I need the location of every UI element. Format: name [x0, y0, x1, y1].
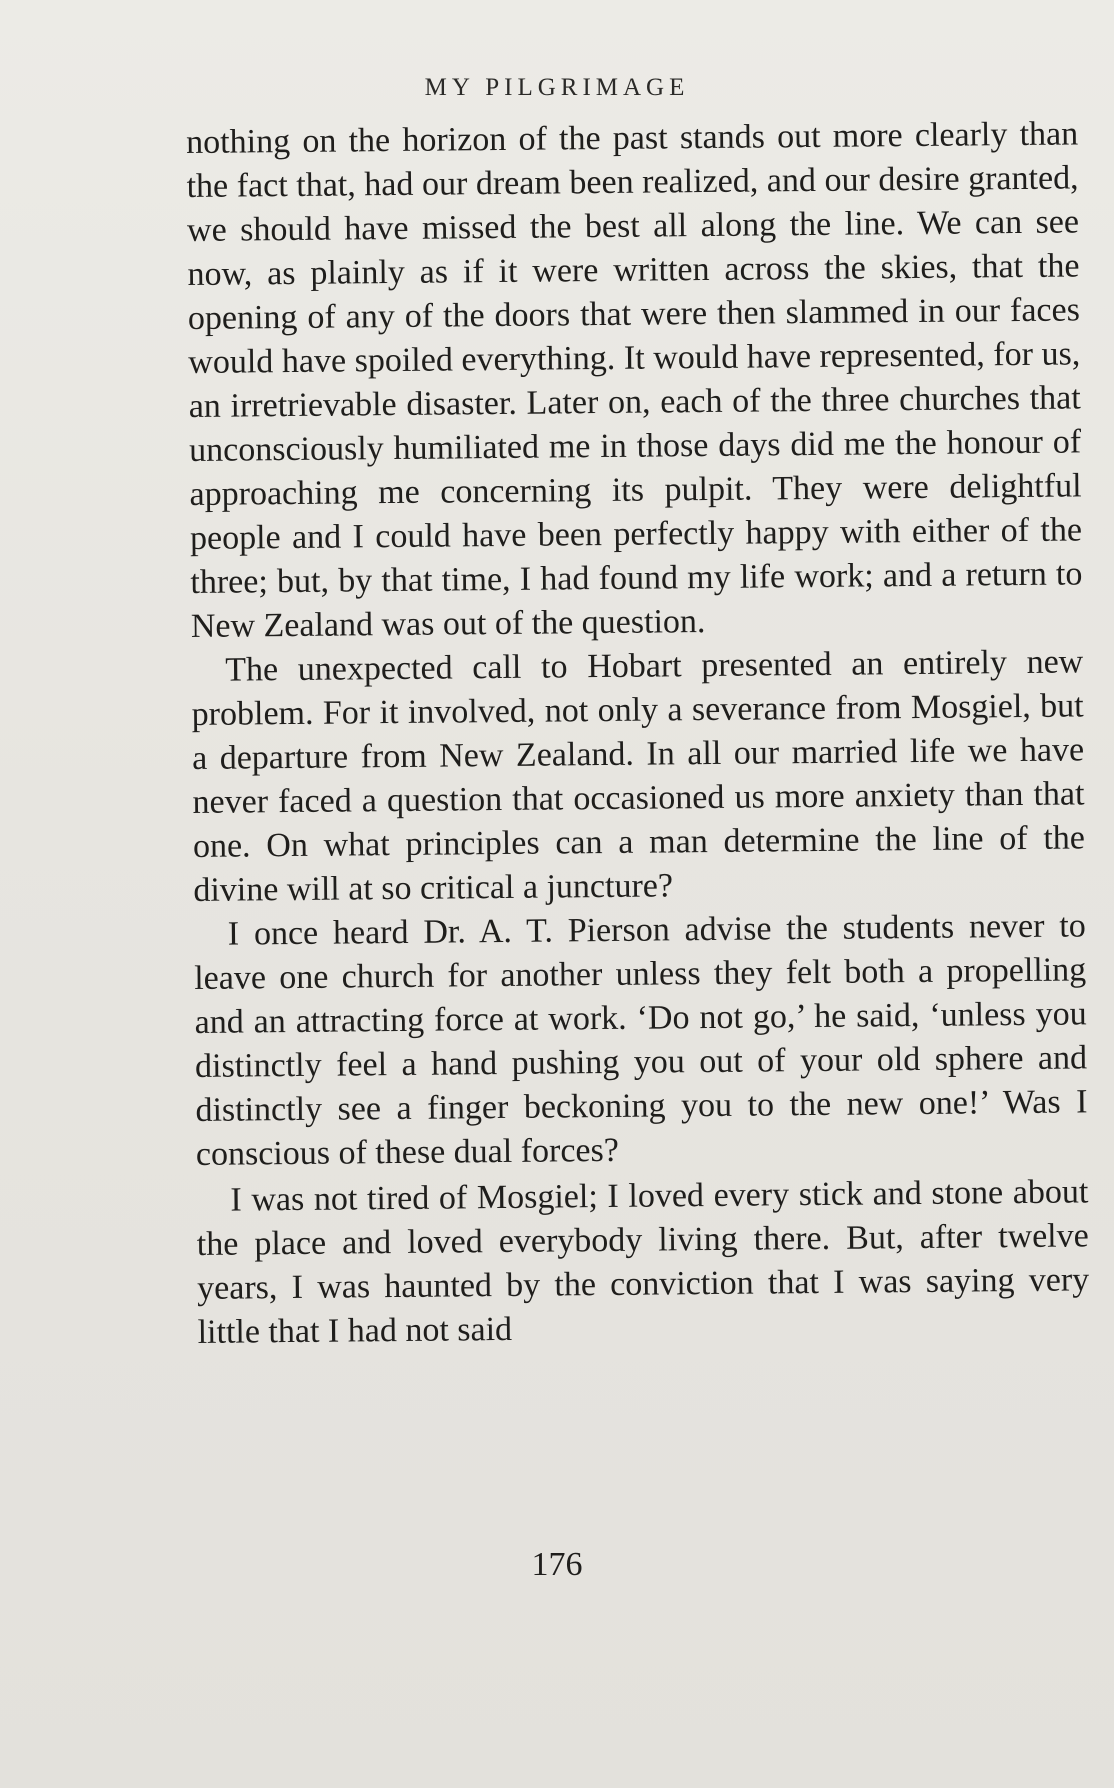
paragraph-1: nothing on the horizon of the past stands out more clearly than the fact that, had our dream been realized, and our desire granted, we should have missed the best all along the line. We can see now, as plainly as if it were written across the skies, that the opening of any of the doors that were then slammed in our faces would have spoiled everything. It would have represented, for us, an irretrievable disaster. Later on, each of the three churches that unconsciously humiliated me in those days did me the honour of approaching me concerning its pulpit. They were delightful people and I could have been perfectly happy with either of the three; but, by that time, I had found my life work; and a return to New Zealand was out of the question.	[186, 115, 1083, 645]
page-number: 176	[531, 1546, 583, 1583]
paragraph-3: I once heard Dr. A. T. Pierson advise the students never to leave one church for another unless they felt both a propelling and an attracting force at work. ‘Do not go,’ he said, ‘unless you distinctly feel a hand pushing you out of your old sphere and distinctly see a finger beckoning you to the new one!’ Was I conscious of these dual forces?	[194, 907, 1088, 1173]
body-text	[186, 112, 1090, 1355]
running-head: MY PILGRIMAGE	[424, 74, 690, 101]
paragraph-2: The unexpected call to Hobart presented an entirely new problem. For it involved, not only a severance from Mosgiel, but a departure from New Zealand. In all our married life we have never faced a question that occasioned us more anxiety than that one. On what principles can a man determine the line of the divine will at so critical a juncture?	[191, 643, 1086, 909]
paragraph-4: I was not tired of Mosgiel; I loved every stick and stone about the place and loved everybody living there. But, after twelve years, I was haunted by the conviction that I was saying very little that I had not said	[196, 1173, 1090, 1351]
